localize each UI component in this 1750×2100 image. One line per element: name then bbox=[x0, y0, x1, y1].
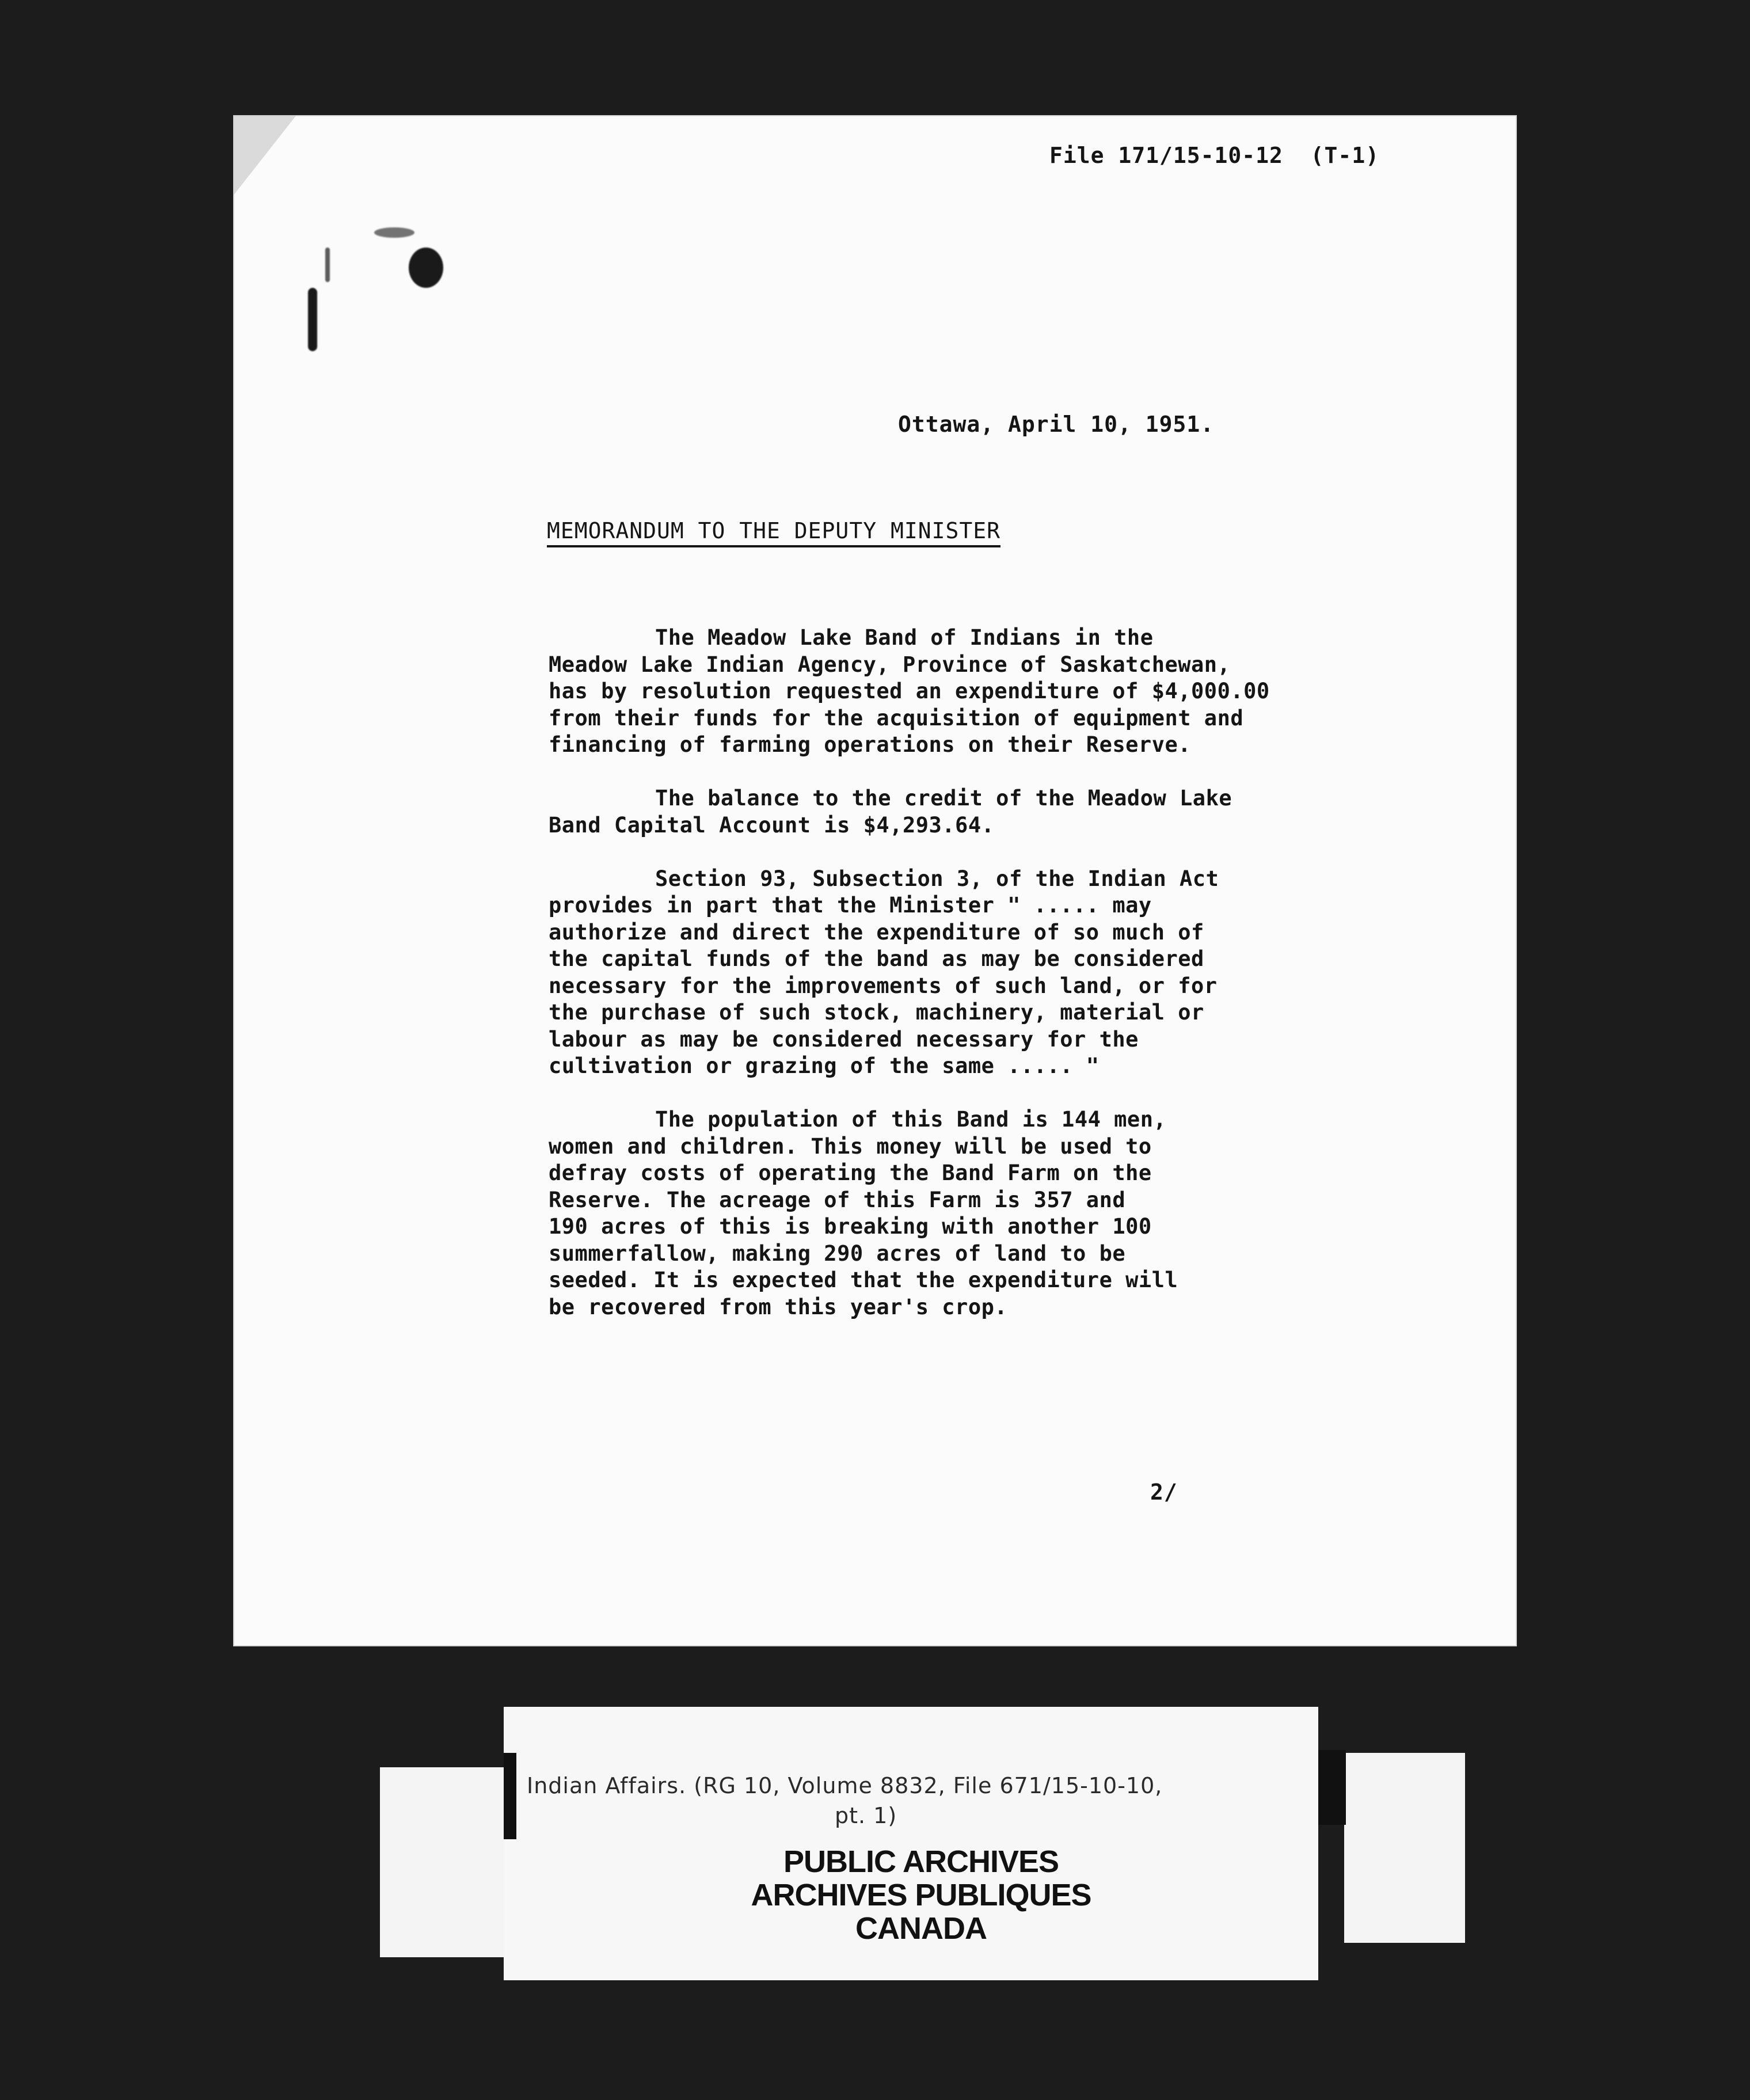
paragraph-request: The Meadow Lake Band of Indians in the Meadow Lake Indian Agency, Province of Saskatchewan, has by resolution requested an expenditure of $4,000.00 from their funds for the acquisition of equipment and financing of farming operations on their Reserve. bbox=[549, 625, 1270, 757]
citation-line-2: pt. 1) bbox=[835, 1803, 897, 1828]
paragraph-indian-act: Section 93, Subsection 3, of the Indian Act provides in part that the Minister " ..... may authorize and direct the expenditure of so much of the capital funds of the band as may be considered necessary for the improvements of such land, or for the purchase of such stock, machinery, material or labour as may be considered necessary for the cultivation or grazing of the same ..... " bbox=[549, 866, 1219, 1078]
dateline: Ottawa, April 10, 1951. bbox=[898, 412, 1215, 437]
label-tab-left bbox=[380, 1767, 512, 1957]
page-continuation-marker: 2/ bbox=[1150, 1479, 1178, 1505]
memo-heading: MEMORANDUM TO THE DEPUTY MINISTER bbox=[547, 518, 1000, 543]
folded-corner bbox=[233, 115, 296, 196]
label-edge-right bbox=[1318, 1750, 1346, 1825]
ink-smudge bbox=[409, 248, 443, 288]
archive-citation bbox=[527, 1771, 1298, 1831]
archives-stamp-line-fr: ARCHIVES PUBLIQUES bbox=[751, 1878, 1091, 1912]
label-edge-left bbox=[504, 1753, 516, 1839]
paragraph-population: The population of this Band is 144 men, women and children. This money will be used to defray costs of operating the Band Farm on the Reserve. The acreage of this Farm is 357 and 190 acres of this is breaking with another 100 summerfallow, making 290 acres of land to be seeded. It is expected that the expenditure will be recovered from this year's crop. bbox=[549, 1107, 1178, 1319]
archives-stamp-line-country: CANADA bbox=[855, 1911, 987, 1946]
ink-smudge bbox=[325, 248, 330, 282]
paragraph-balance: The balance to the credit of the Meadow Lake Band Capital Account is $4,293.64. bbox=[549, 786, 1232, 838]
citation-line-1: Indian Affairs. (RG 10, Volume 8832, File 671/15-10-10, bbox=[527, 1773, 1163, 1798]
ink-smudge bbox=[308, 288, 317, 351]
file-reference: File 171/15-10-12 (T-1) bbox=[1049, 143, 1380, 168]
label-tab-right bbox=[1344, 1753, 1465, 1943]
ink-smudge bbox=[374, 227, 414, 238]
archives-stamp-line-en: PUBLIC ARCHIVES bbox=[783, 1844, 1059, 1879]
archives-stamp bbox=[633, 1845, 1209, 1945]
memo-body bbox=[549, 625, 1355, 1348]
memorandum-page bbox=[233, 115, 1517, 1646]
